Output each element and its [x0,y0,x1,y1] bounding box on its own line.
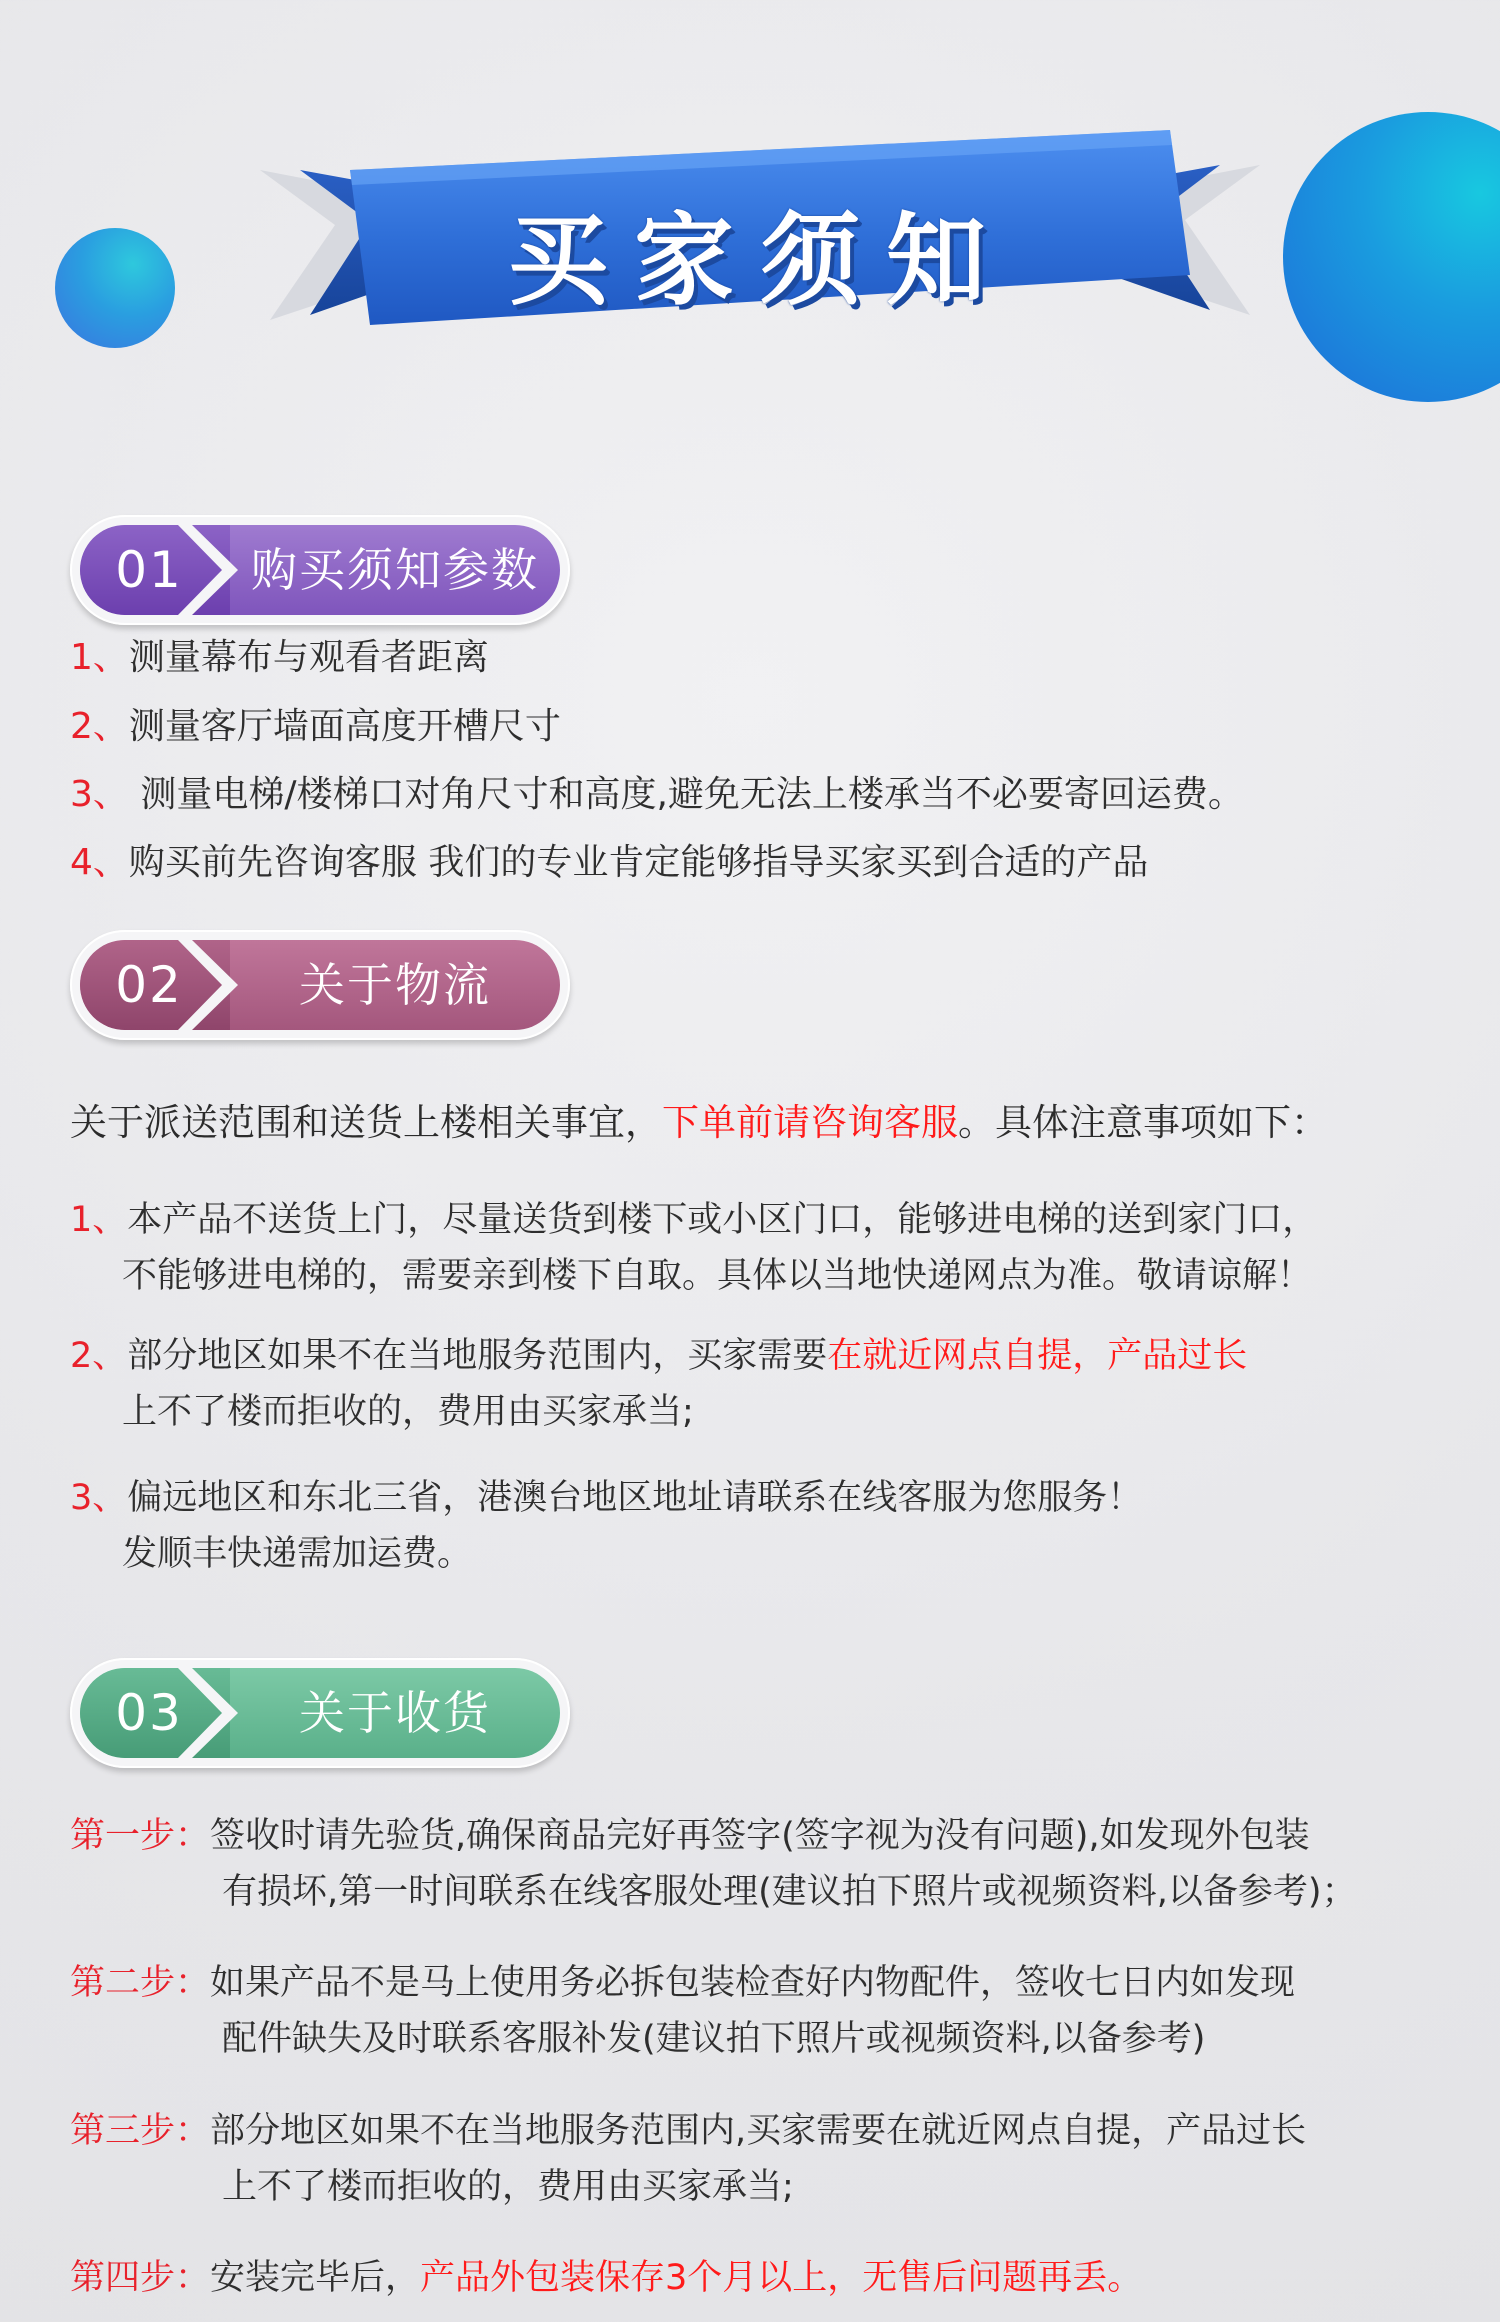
section-title: 关于收货 [299,1686,491,1740]
list-item: 1、本产品不送货上门，尽量送货到楼下或小区门口，能够进电梯的送到家门口， [70,1200,1318,1240]
list-item: 2、部分地区如果不在当地服务范围内，买家需要在就近网点自提，产品过长 [70,1336,1248,1376]
list-item-cont: 不能够进电梯的，需要亲到楼下自取。具体以当地快递网点为准。敬请谅解！ [122,1256,1313,1296]
list-item: 3、偏远地区和东北三省，港澳台地区地址请联系在线客服为您服务！ [70,1478,1143,1518]
section-number: 02 [115,956,183,1014]
list-item: 3、 测量电梯/楼梯口对角尺寸和高度,避免无法上楼承当不必要寄回运费。 [70,774,1244,815]
page-title: 买家须知 [508,201,1012,319]
list-item: 2、测量客厅墙面高度开槽尺寸 [70,706,561,747]
step-item: 第二步：如果产品不是马上使用务必拆包装检查好内物配件，签收七日内如发现 [70,1963,1296,2003]
logistics-intro: 关于派送范围和送货上楼相关事宜，下单前请咨询客服。具体注意事项如下： [70,1101,1328,1144]
header-banner [240,110,1280,370]
section-title: 购买须知参数 [251,543,539,597]
section-title: 关于物流 [299,958,491,1012]
step-item: 第三步：部分地区如果不在当地服务范围内,买家需要在就近网点自提，产品过长 [70,2111,1307,2151]
step-item-cont: 有损坏,第一时间联系在线客服处理(建议拍下照片或视频资料,以备参考)； [222,1872,1357,1912]
list-item-cont: 上不了楼而拒收的，费用由买家承当; [122,1392,694,1432]
section-3-header [70,1658,570,1768]
section-2-header [70,930,570,1040]
section-1-header [70,515,570,625]
section-number: 01 [115,541,183,599]
list-item-cont: 发顺丰快递需加运费。 [122,1534,473,1574]
list-item: 1、测量幕布与观看者距离 [70,637,489,678]
section-number: 03 [115,1684,183,1742]
step-item: 第四步：安装完毕后，产品外包装保存3个月以上，无售后问题再丢。 [70,2258,1143,2298]
decorative-circle-right [1283,112,1500,402]
decorative-circle-left [55,228,175,348]
step-item-cont: 上不了楼而拒收的，费用由买家承当; [222,2167,794,2207]
step-item-cont: 配件缺失及时联系客服补发(建议拍下照片或视频资料,以备参考) [222,2019,1206,2059]
list-item: 4、购买前先咨询客服 我们的专业肯定能够指导买家买到合适的产品 [70,842,1149,883]
step-item: 第一步：签收时请先验货,确保商品完好再签字(签字视为没有问题),如发现外包装 [70,1816,1310,1856]
